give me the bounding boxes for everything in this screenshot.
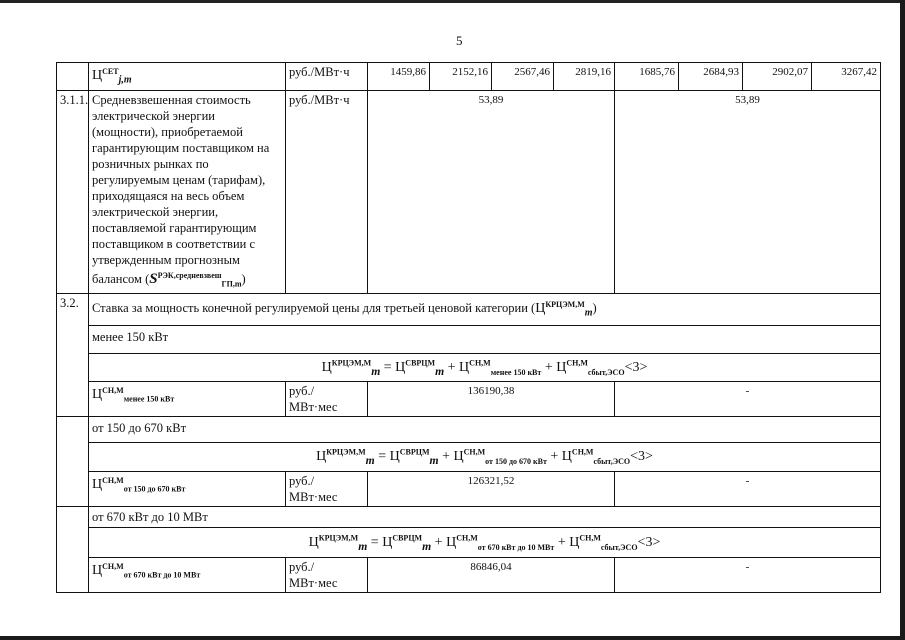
symbol-main: S xyxy=(149,270,158,287)
value-cell: 2567,46 xyxy=(492,63,554,91)
value-cell: 2902,07 xyxy=(743,63,812,91)
row-num-cell xyxy=(57,417,89,506)
value-cell: 53,89 xyxy=(368,90,615,294)
section-heading-text: Ставка за мощность конечной регулируемой цены для третьей ценовой категории ( xyxy=(92,301,536,316)
value-cell: 3267,42 xyxy=(812,63,881,91)
row-num-cell: 3.2. xyxy=(57,294,89,417)
symbol-sup: СЕТ xyxy=(102,67,119,76)
table-row xyxy=(57,353,881,381)
symbol-sup: РЭК,средневзвеш xyxy=(157,270,222,280)
description-text: Средневзвешенная стоимость электрической энергии (мощности), приобретаемой гарантирующим поставщиком на розничных рынках по регулируемым ценам (тарифам), приходящаяся на весь объем электрической энергии, поставляемой гарантирующим поставщиком в соответствии с утвержденным прогнозным балансом ( xyxy=(92,92,270,286)
formula-cell xyxy=(89,527,881,557)
unit-cell: руб./ МВт·мес xyxy=(286,471,368,506)
value-cell: - xyxy=(615,471,881,506)
value-cell: 126321,52 xyxy=(368,471,615,506)
value-cell: 1685,76 xyxy=(615,63,679,91)
unit-cell: руб./ МВт·мес xyxy=(286,558,368,593)
symbol-sub: m xyxy=(584,307,593,319)
table-row xyxy=(57,325,881,353)
table-row xyxy=(57,471,881,506)
row-num-cell: 3.1.1. xyxy=(57,90,89,294)
description-text-end: ) xyxy=(241,271,246,286)
subsection-label: от 670 кВт до 10 МВт xyxy=(89,506,881,527)
table-row xyxy=(57,417,881,443)
description-cell xyxy=(89,90,286,294)
scan-border-top xyxy=(0,0,905,3)
formula-cell xyxy=(89,443,881,471)
symbol-cell: $Ц^{СН,М}_{от 670 кВт до 10 МВт}$ xyxy=(89,558,286,593)
value-cell: 136190,38 xyxy=(368,382,615,417)
table-row xyxy=(57,443,881,471)
formula: $Ц^{КРЦЭМ,М}_m = Ц^{СВРЦМ}_m + Ц^{СН,М}_{от 670 кВт до 10 МВт} + Ц^{СН,М}_{сбыт,ЭСО}<3>$ xyxy=(308,532,661,553)
formula: $Ц^{КРЦЭМ,М}_m = Ц^{СВРЦМ}_m + Ц^{СН,М}_{менее 150 кВт} + Ц^{СН,М}_{сбыт,ЭСО}<3>$ xyxy=(321,357,648,378)
symbol-cell: $Ц^{СН,М}_{от 150 до 670 кВт}$ xyxy=(89,471,286,506)
unit-cell: руб./МВт·ч xyxy=(286,90,368,294)
table-row xyxy=(57,90,881,294)
symbol-sub: j,m xyxy=(118,74,132,86)
table-row xyxy=(57,527,881,557)
value-cell: 2819,16 xyxy=(554,63,615,91)
value-cell: - xyxy=(615,382,881,417)
subsection-label: от 150 до 670 кВт xyxy=(89,417,881,443)
scan-border-bottom xyxy=(0,636,905,640)
row-num-cell xyxy=(57,506,89,592)
table-row xyxy=(57,63,881,91)
subsection-label: менее 150 кВт xyxy=(89,325,881,353)
symbol-main: Ц xyxy=(92,68,103,84)
value-cell: - xyxy=(615,558,881,593)
unit-cell: руб./ МВт·мес xyxy=(286,382,368,417)
unit-cell: руб./МВт·ч xyxy=(286,63,368,91)
symbol-sub: ГП,m xyxy=(221,279,242,289)
section-heading-end: ) xyxy=(592,301,597,316)
formula: $Ц^{КРЦЭМ,М}_m = Ц^{СВРЦМ}_m + Ц^{СН,М}_{от 150 до 670 кВт} + Ц^{СН,М}_{сбыт,ЭСО}<3>$ xyxy=(316,447,653,467)
symbol-cell xyxy=(89,63,286,91)
symbol-cell: $Ц^{СН,М}_{менее 150 кВт}$ xyxy=(89,382,286,417)
value-cell: 2152,16 xyxy=(430,63,492,91)
scan-border-right xyxy=(900,0,905,640)
formula-cell xyxy=(89,353,881,381)
symbol-sup: КРЦЭМ,М xyxy=(545,300,585,310)
table-row xyxy=(57,558,881,593)
table-row xyxy=(57,506,881,527)
value-cell: 1459,86 xyxy=(368,63,430,91)
value-cell: 2684,93 xyxy=(679,63,743,91)
section-heading-cell xyxy=(89,294,881,326)
value-cell: 86846,04 xyxy=(368,558,615,593)
value-cell: 53,89 xyxy=(615,90,881,294)
table-row xyxy=(57,382,881,417)
tariff-table xyxy=(56,62,881,593)
page-number: 5 xyxy=(456,33,463,48)
row-num-cell xyxy=(57,63,89,91)
table-row xyxy=(57,294,881,326)
symbol-main: Ц xyxy=(535,301,546,317)
